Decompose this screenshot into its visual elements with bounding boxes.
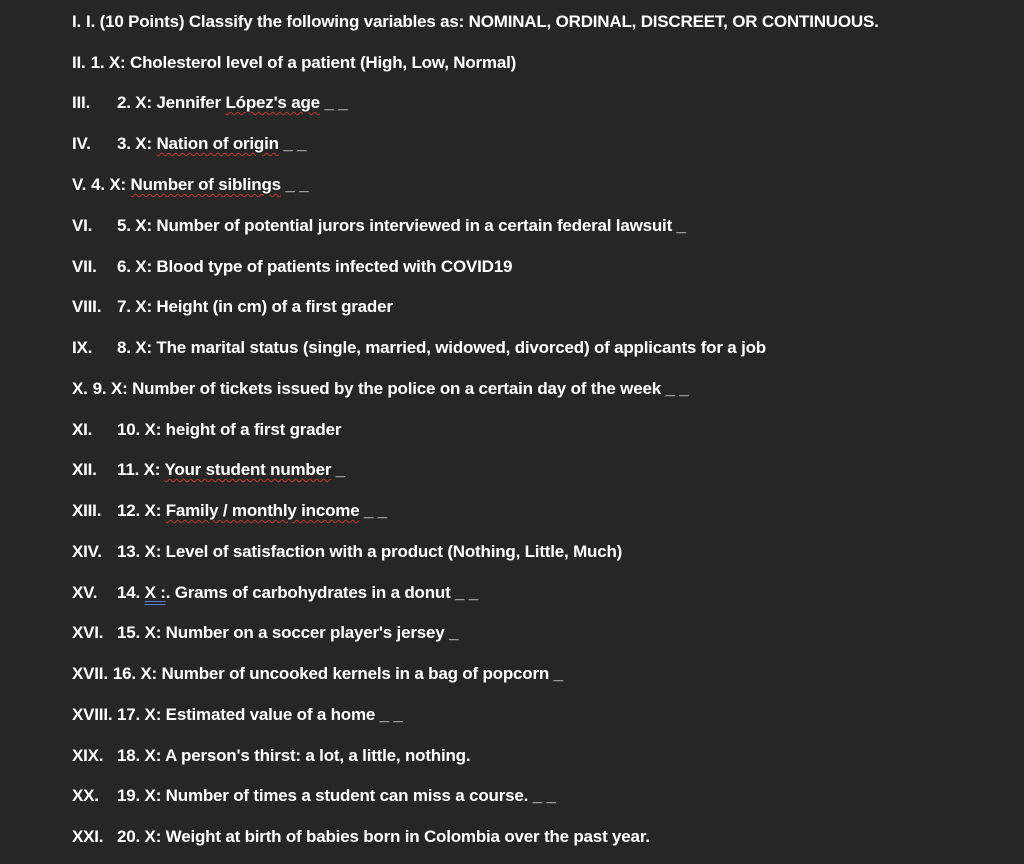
item-text: 19. X: Number of times a student can miss a course. _ _ bbox=[117, 786, 556, 805]
item-number: X. bbox=[72, 379, 88, 398]
list-item bbox=[72, 379, 689, 405]
list-item bbox=[72, 623, 458, 649]
list-item bbox=[72, 134, 306, 160]
item-number: VI. bbox=[72, 216, 93, 235]
item-text: 7. X: Height (in cm) of a first grader bbox=[117, 297, 393, 316]
item-text: 15. X: Number on a soccer player's jersey _ bbox=[117, 623, 459, 642]
item-text: 8. X: The marital status (single, married, widowed, divorced) of applicants for a job bbox=[117, 338, 766, 357]
item-number: VII. bbox=[72, 257, 97, 276]
list-item bbox=[72, 216, 686, 242]
spellcheck-underline: Your student number bbox=[164, 460, 332, 479]
spellcheck-underline: Nation of origin bbox=[156, 134, 279, 153]
list-item bbox=[72, 12, 879, 38]
list-item bbox=[72, 53, 516, 79]
item-text: 17. X: Estimated value of a home _ _ bbox=[117, 705, 403, 724]
list-item bbox=[72, 827, 650, 853]
list-item bbox=[72, 420, 341, 446]
item-text: 13. X: Level of satisfaction with a product (Nothing, Little, Much) bbox=[117, 542, 623, 561]
list-item bbox=[72, 746, 470, 772]
item-number: XI. bbox=[72, 420, 93, 439]
item-text: I. (10 Points) Classify the following variables as: NOMINAL, ORDINAL, DISCREET, OR CONTINUOUS. bbox=[86, 12, 879, 31]
item-number: XVII. bbox=[72, 664, 108, 683]
item-number: II. bbox=[72, 53, 86, 72]
item-text: 2. X: Jennifer López's age _ _ bbox=[117, 93, 348, 112]
item-text: 20. X: Weight at birth of babies born in Colombia over the past year. bbox=[117, 827, 650, 846]
list-item bbox=[72, 542, 622, 568]
item-text: 6. X: Blood type of patients infected with COVID19 bbox=[117, 257, 513, 276]
spellcheck-underline: Family / monthly income bbox=[165, 501, 360, 520]
item-number: XIX. bbox=[72, 746, 104, 765]
item-number: IV. bbox=[72, 134, 91, 153]
item-number: IX. bbox=[72, 338, 93, 357]
list-item bbox=[72, 501, 387, 527]
list-item bbox=[72, 705, 403, 731]
item-number: XII. bbox=[72, 460, 97, 479]
item-number: XV. bbox=[72, 583, 98, 602]
item-text: 9. X: Number of tickets issued by the police on a certain day of the week _ _ bbox=[92, 379, 689, 398]
list-item bbox=[72, 338, 766, 364]
item-text: 3. X: Nation of origin _ _ bbox=[117, 134, 307, 153]
item-number: XX. bbox=[72, 786, 99, 805]
item-text: 1. X: Cholesterol level of a patient (High, Low, Normal) bbox=[90, 53, 517, 72]
item-text: 16. X: Number of uncooked kernels in a bag of popcorn _ bbox=[112, 664, 563, 683]
item-number: VIII. bbox=[72, 297, 102, 316]
item-number: XVIII. bbox=[72, 705, 113, 724]
list-item bbox=[72, 583, 478, 609]
list-item bbox=[72, 664, 563, 690]
list-item bbox=[72, 460, 345, 486]
item-number: I. bbox=[72, 12, 82, 31]
item-number: III. bbox=[72, 93, 91, 112]
item-text: 5. X: Number of potential jurors interviewed in a certain federal lawsuit _ bbox=[117, 216, 686, 235]
list-item bbox=[72, 257, 512, 283]
item-number: XIII. bbox=[72, 501, 102, 520]
list-item bbox=[72, 786, 556, 812]
item-text: 10. X: height of a first grader bbox=[117, 420, 342, 439]
item-number: XXI. bbox=[72, 827, 104, 846]
item-text: 14. X :. Grams of carbohydrates in a donut _ _ bbox=[117, 583, 479, 602]
spellcheck-underline: López's age bbox=[225, 93, 320, 112]
grammar-underline: X : bbox=[144, 583, 166, 602]
list-item bbox=[72, 297, 393, 323]
list-item bbox=[72, 175, 308, 201]
item-text: 12. X: Family / monthly income _ _ bbox=[117, 501, 388, 520]
item-number: V. bbox=[72, 175, 87, 194]
item-number: XVI. bbox=[72, 623, 104, 642]
item-number: XIV. bbox=[72, 542, 102, 561]
item-text: 11. X: Your student number _ bbox=[117, 460, 346, 479]
item-text: 18. X: A person's thirst: a lot, a little, nothing. bbox=[117, 746, 471, 765]
item-text: 4. X: Number of siblings _ _ bbox=[91, 175, 309, 194]
spellcheck-underline: Number of siblings bbox=[130, 175, 281, 194]
list-item bbox=[72, 93, 347, 119]
